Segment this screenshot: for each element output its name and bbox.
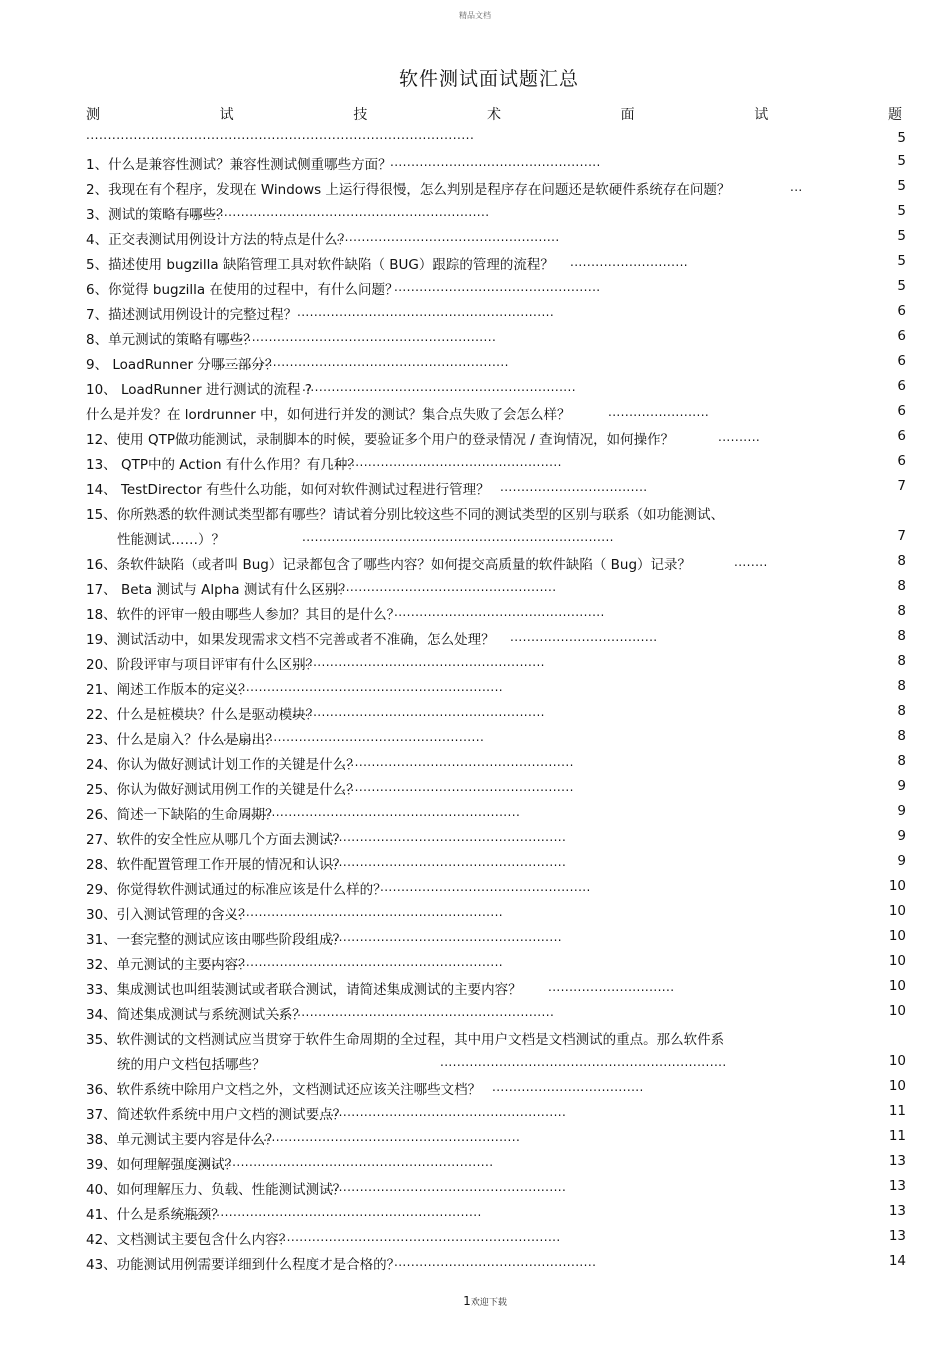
toc-entry[interactable] (86, 1128, 906, 1150)
toc-page-number: 13 (888, 1153, 906, 1169)
toc-entry[interactable] (86, 178, 906, 200)
toc-entry[interactable] (86, 478, 906, 500)
toc-page-number: 5 (897, 253, 906, 269)
toc-leader-dots: .......................................................... (312, 580, 557, 594)
toc-entry[interactable] (86, 753, 906, 775)
toc-page-number: 10 (888, 1078, 906, 1094)
toc-entry[interactable] (86, 553, 906, 575)
toc-page-number: 5 (897, 228, 906, 244)
toc-leader-dots: ... (790, 180, 803, 194)
toc-entry-title: 3、测试的策略有哪些？ (86, 207, 230, 223)
section-heading-char: 题 (887, 107, 902, 123)
section-page-number: 5 (897, 130, 906, 146)
toc-page-number: 8 (897, 728, 906, 744)
toc-entry[interactable] (86, 703, 906, 725)
toc-entry-title-continued: 统的用户文档包括哪些？ (117, 1057, 266, 1073)
toc-leader-dots: ...................................................................... (208, 680, 504, 694)
toc-entry-title: 12、使用 QTP做功能测试，录制脚本的时候，要验证多个用户的登录情况 / 查询情况，如何操作？ (86, 432, 675, 448)
toc-leader-dots: ..................................................................... (218, 355, 509, 369)
toc-entry[interactable] (86, 1203, 906, 1225)
toc-entry[interactable] (86, 1153, 906, 1175)
toc-entry[interactable] (86, 1178, 906, 1200)
footer-page-number: 1 (463, 1294, 471, 1308)
toc-entry-title: 23、什么是扇入？什么是扇出？ (86, 732, 279, 748)
toc-page-number: 10 (888, 903, 906, 919)
toc-page-number: 11 (888, 1103, 906, 1119)
toc-entry[interactable] (86, 1103, 906, 1125)
toc-page-number: 6 (897, 353, 906, 369)
toc-page-number: 6 (897, 403, 906, 419)
toc-page-number: 10 (888, 978, 906, 994)
toc-entry[interactable] (86, 653, 906, 675)
toc-entry[interactable] (86, 203, 906, 225)
toc-page-number: 5 (897, 153, 906, 169)
header-note: 精品文档 (459, 11, 491, 20)
toc-leader-dots: ....................................................... (342, 755, 574, 769)
toc-leader-dots: ........ (734, 555, 768, 569)
toc-entry-title: 15、你所熟悉的软件测试类型都有哪些？请试着分别比较这些不同的测试类型的区别与联系（如功能测试、 (86, 507, 725, 523)
toc-leader-dots: ......................................................... (326, 830, 567, 844)
toc-page-number: 6 (897, 453, 906, 469)
page-footer (0, 1294, 950, 1308)
toc-page-number: 6 (897, 303, 906, 319)
toc-entry[interactable] (86, 403, 906, 425)
toc-leader-dots: ................................................ (394, 1255, 597, 1269)
toc-page-number: 9 (897, 828, 906, 844)
toc-entry[interactable] (86, 378, 906, 400)
toc-entry-title: 30、引入测试管理的含义？ (86, 907, 252, 923)
toc-entry[interactable] (86, 228, 906, 250)
toc-leader-dots: ....................................................... (330, 455, 562, 469)
toc-entry-title: 7、描述测试用例设计的完整过程？ (86, 307, 298, 323)
toc-leader-dots: ........................................................................ (186, 205, 490, 219)
toc-leader-dots: ................................... (510, 630, 658, 644)
toc-leader-dots: ............................ (570, 255, 689, 269)
toc-entry[interactable] (86, 578, 906, 600)
toc-page-number: 7 (897, 528, 906, 544)
toc-entry[interactable] (86, 878, 906, 900)
section-heading-char: 试 (219, 107, 234, 123)
toc-leader-dots: ................................................. (394, 280, 601, 294)
toc-entry[interactable] (86, 903, 906, 925)
toc-page-number: 8 (897, 753, 906, 769)
toc-leader-dots: ...................................................... (332, 230, 560, 244)
toc-leader-dots: .......................................................................... (302, 530, 614, 544)
toc-leader-dots: .................................................. (394, 605, 605, 619)
toc-entry[interactable] (86, 853, 906, 875)
toc-leader-dots: .................................... (492, 1080, 644, 1094)
section-heading (86, 104, 902, 124)
toc-entry-title: 29、你觉得软件测试通过的标准应该是什么样的？ (86, 882, 387, 898)
toc-entry[interactable] (86, 328, 906, 350)
toc-page-number: 5 (897, 178, 906, 194)
toc-entry[interactable] (86, 728, 906, 750)
toc-leader-dots: ....................................................... (342, 780, 574, 794)
section-leader-dots: .......................................................................................... (86, 128, 475, 142)
toc-entry-title: 20、阶段评审与项目评审有什么区别？ (86, 657, 320, 673)
toc-entry-title: 22、什么是桩模块？什么是驱动模块？ (86, 707, 320, 723)
toc-leader-dots: .................................................. (390, 155, 601, 169)
toc-entry-title: 19、测试活动中，如果发现需求文档不完善或者不准确，怎么处理？ (86, 632, 495, 648)
toc-entry-title: 43、功能测试用例需要详细到什么程度才是合格的？ (86, 1257, 401, 1273)
toc-entry-title: 32、单元测试的主要内容？ (86, 957, 252, 973)
toc-leader-dots: .................................................................. (276, 1005, 555, 1019)
toc-entry-title: 41、什么是系统瓶颈？ (86, 1207, 225, 1223)
toc-page-number: 9 (897, 778, 906, 794)
section-heading-char: 术 (486, 107, 501, 123)
toc-page-number: 10 (888, 878, 906, 894)
toc-page-number: 6 (897, 428, 906, 444)
toc-leader-dots: .................................................................. (218, 330, 497, 344)
toc-entry-title: 14、 TestDirector 有些什么功能，如何对软件测试过程进行管理？ (86, 482, 490, 498)
toc-entry[interactable] (86, 453, 906, 475)
toc-entry[interactable] (86, 928, 906, 950)
toc-leader-dots: .................................................. (380, 880, 591, 894)
toc-leader-dots: ......................................................................... (174, 1205, 482, 1219)
toc-page-number: 10 (888, 953, 906, 969)
toc-entry[interactable] (86, 628, 906, 650)
section-heading-char: 试 (754, 107, 769, 123)
toc-page-number: 10 (888, 1053, 906, 1069)
toc-page-number: 14 (888, 1253, 906, 1269)
toc-leader-dots: ...................................................................... (208, 955, 504, 969)
toc-entry-title: 34、简述集成测试与系统测试关系？ (86, 1007, 306, 1023)
toc-entry-title: 42、文档测试主要包含什么内容？ (86, 1232, 293, 1248)
toc-entry[interactable] (86, 1078, 906, 1100)
toc-page-number: 8 (897, 653, 906, 669)
toc-page-number: 7 (897, 478, 906, 494)
toc-entry[interactable] (86, 978, 906, 1000)
toc-page-number: 5 (897, 278, 906, 294)
toc-leader-dots: ........................................................ (326, 930, 563, 944)
toc-page-number: 9 (897, 803, 906, 819)
toc-entry-title: 27、软件的安全性应从哪几个方面去测试？ (86, 832, 347, 848)
toc-leader-dots: ............................................................ (292, 705, 545, 719)
toc-entry[interactable] (86, 353, 906, 375)
toc-entry-title: 10、 LoadRunner 进行测试的流程 ? (86, 382, 312, 398)
toc-entry-title: 40、如何理解压力、负载、性能测试测试？ (86, 1182, 347, 1198)
toc-entry-title: 2、我现在有个程序，发现在 Windows 上运行得很慢，怎么判别是程序存在问题还是软硬件系统存在问题？ (86, 182, 731, 198)
toc-entry-title: 25、你认为做好测试用例工作的关键是什么？ (86, 782, 360, 798)
toc-leader-dots: .......... (718, 430, 761, 444)
toc-page-number: 13 (888, 1203, 906, 1219)
toc-page-number: 8 (897, 628, 906, 644)
toc-leader-dots: .................................................................. (206, 730, 485, 744)
toc-entry[interactable] (86, 1253, 906, 1275)
toc-entry[interactable] (86, 503, 906, 551)
toc-page-number: 10 (888, 1003, 906, 1019)
toc-entry-title: 1、什么是兼容性测试？兼容性测试侧重哪些方面？ (86, 157, 392, 173)
toc-page-number: 8 (897, 578, 906, 594)
toc-leader-dots: ......................................................... (326, 855, 567, 869)
toc-entry[interactable] (86, 278, 906, 300)
section-heading-char: 面 (620, 107, 635, 123)
toc-entry[interactable] (86, 828, 906, 850)
footer-note: 欢迎下载 (470, 1298, 507, 1308)
toc-entry[interactable] (86, 953, 906, 975)
toc-leader-dots: ......................................................... (326, 1105, 567, 1119)
toc-entry-title: 18、软件的评审一般由哪些人参加？其目的是什么？ (86, 607, 401, 623)
toc-entry-title: 33、集成测试也叫组装测试或者联合测试，请简述集成测试的主要内容？ (86, 982, 522, 998)
toc-page-number: 13 (888, 1178, 906, 1194)
toc-leader-dots: ........................ (608, 405, 710, 419)
toc-leader-dots: .................................................................... (440, 1055, 727, 1069)
toc-page-number: 8 (897, 703, 906, 719)
toc-page-number: 6 (897, 378, 906, 394)
document-title: 软件测试面试题汇总 (398, 68, 579, 90)
toc-page-number: 6 (897, 328, 906, 344)
toc-entry-title: 37、简述软件系统中用户文档的测试要点？ (86, 1107, 347, 1123)
toc-page-number: 11 (888, 1128, 906, 1144)
toc-entry[interactable] (86, 1003, 906, 1025)
toc-leader-dots: ...................................................................... (208, 905, 504, 919)
toc-leader-dots: .................................................................. (242, 1130, 521, 1144)
toc-leader-dots: ................................... (500, 480, 648, 494)
toc-entry-title: 13、 QTP中的 Action 有什么作用？有几种？ (86, 457, 361, 473)
toc-page-number: 8 (897, 553, 906, 569)
toc-entry-title: 38、单元测试主要内容是什么？ (86, 1132, 279, 1148)
toc-entry[interactable] (86, 253, 906, 275)
toc-entry-title: 什么是并发？在 lordrunner 中，如何进行并发的测试？集合点失败了会怎么样？ (86, 407, 571, 423)
toc-entry[interactable] (86, 1028, 906, 1076)
toc-entry[interactable] (86, 678, 906, 700)
toc-entry[interactable] (86, 603, 906, 625)
toc-page-number: 8 (897, 603, 906, 619)
toc-page-number: 9 (897, 853, 906, 869)
toc-leader-dots: .............................. (548, 980, 675, 994)
toc-entry[interactable] (86, 778, 906, 800)
toc-entry-title: 4、正交表测试用例设计方法的特点是什么？ (86, 232, 352, 248)
toc-entry[interactable] (86, 303, 906, 325)
toc-leader-dots: .................................................................. (242, 805, 521, 819)
toc-entry[interactable] (86, 803, 906, 825)
toc-entry[interactable] (86, 1228, 906, 1250)
toc-entry-title: 26、简述一下缺陷的生命周期？ (86, 807, 279, 823)
toc-entry-title: 6、你觉得 bugzilla 在使用的过程中，有什么问题？ (86, 282, 399, 298)
toc-entry-title: 21、阐述工作版本的定义？ (86, 682, 252, 698)
toc-entry-title-continued: 性能测试……）？ (117, 532, 225, 548)
toc-entry-title: 8、单元测试的策略有哪些？ (86, 332, 257, 348)
toc-page-number: 10 (888, 928, 906, 944)
toc-page-number: 13 (888, 1228, 906, 1244)
toc-entry-title: 9、 LoadRunner 分哪三部分？ (86, 357, 279, 373)
toc-entry-title: 28、软件配置管理工作开展的情况和认识？ (86, 857, 347, 873)
toc-leader-dots: ................................................................. (302, 380, 576, 394)
toc-entry[interactable] (86, 153, 906, 175)
toc-entry[interactable] (86, 428, 906, 450)
toc-leader-dots: ......................................................... (326, 1180, 567, 1194)
section-heading-char: 测 (86, 107, 100, 123)
toc-leader-dots: .................................................................... (274, 1230, 561, 1244)
toc-entry-title: 24、你认为做好测试计划工作的关键是什么？ (86, 757, 360, 773)
toc-entry-title: 16、条软件缺陷（或者叫 Bug）记录都包含了哪些内容？如何提交高质量的软件缺陷（ Bug）记录？ (86, 557, 692, 573)
toc-entry-title: 36、软件系统中除用户文档之外，文档测试还应该关注哪些文档？ (86, 1082, 482, 1098)
section-heading-char: 技 (353, 107, 368, 123)
toc-entry-title: 39、如何理解强度测试？ (86, 1157, 239, 1173)
toc-entry-title: 31、一套完整的测试应该由哪些阶段组成？ (86, 932, 347, 948)
toc-entry-title: 35、软件测试的文档测试应当贯穿于软件生命周期的全过程，其中用户文档是文档测试的重点。那么软件系 (86, 1032, 725, 1048)
toc-page-number: 5 (897, 203, 906, 219)
toc-entry-title: 17、 Beta 测试与 Alpha 测试有什么区别？ (86, 582, 352, 598)
toc-leader-dots: ............................................................ (292, 655, 545, 669)
toc-leader-dots: ............................................................. (297, 305, 555, 319)
toc-page-number: 8 (897, 678, 906, 694)
toc-leader-dots: ........................................................................ (190, 1155, 494, 1169)
toc-entry-title: 5、描述使用 bugzilla 缺陷管理工具对软件缺陷（ BUG）跟踪的管理的流程？ (86, 257, 554, 273)
